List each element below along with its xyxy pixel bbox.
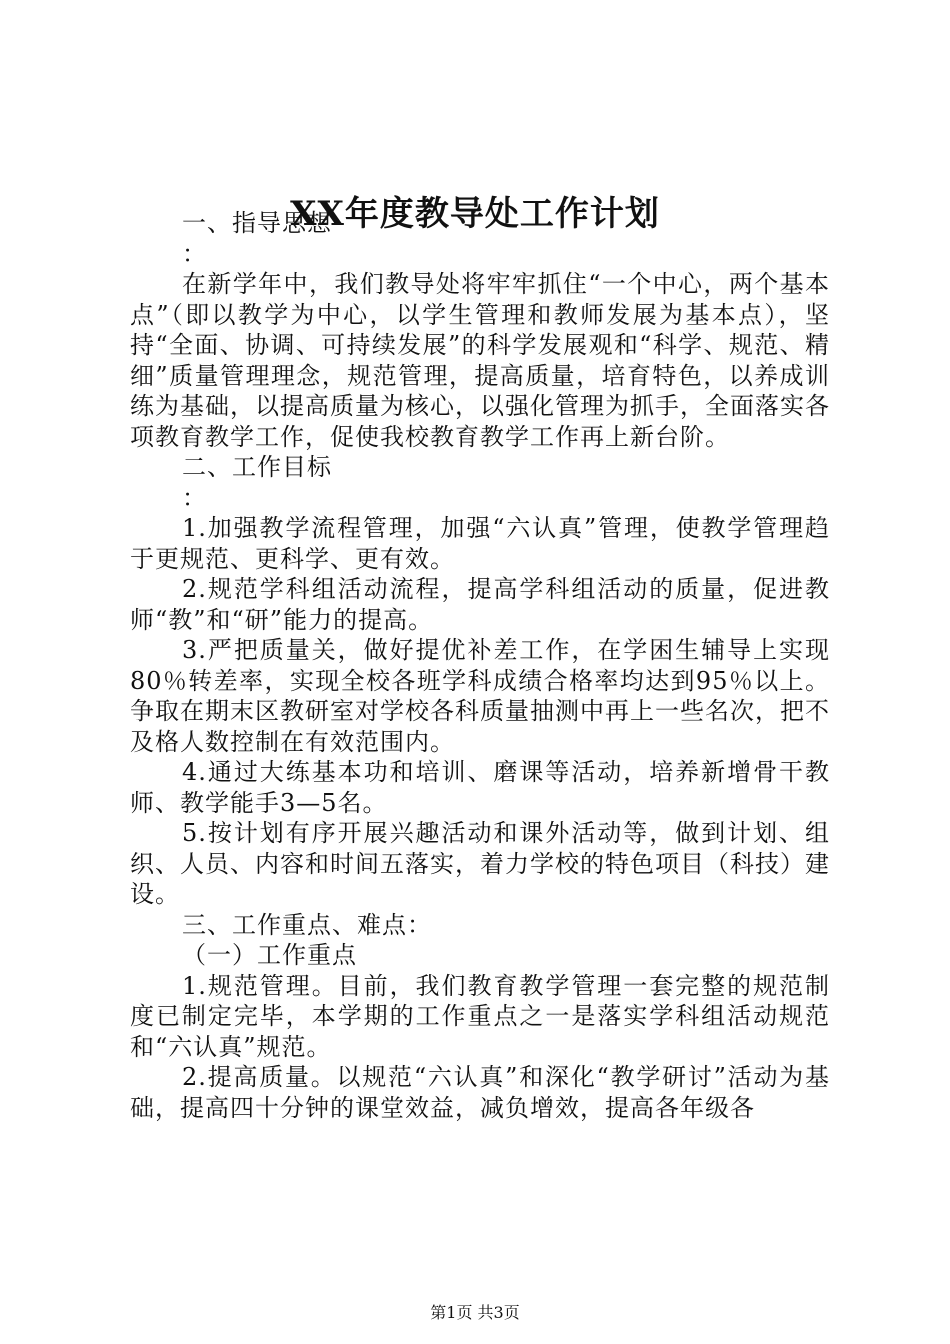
goal-item-2: 2.规范学科组活动流程，提高学科组活动的质量，促进教师“教”和“研”能力的提高。 (130, 575, 830, 634)
heading-work-goals: 二、工作目标 (182, 453, 332, 481)
page-footer: 第1页 共3页 (430, 1303, 520, 1322)
heading-key-points: 三、工作重点、难点： (182, 910, 432, 939)
focus-item-1: 1.规范管理。目前，我们教育教学管理一套完整的规范制度已制定完毕，本学期的工作重点之一是落实学科组活动规范和“六认真”规范。 (130, 971, 830, 1061)
goal-item-1: 1.加强教学流程管理，加强“六认真”管理，使教学管理趋于更规范、更科学、更有效。 (130, 514, 830, 573)
focus-item-2: 2.提高质量。以规范“六认真”和深化“教学研讨”活动为基础，提高四十分钟的课堂效益，减负增效，提高各年级各 (130, 1063, 830, 1122)
subheading-work-focus: （一）工作重点 (182, 941, 357, 969)
document-title: XX年度教导处工作计划 (290, 194, 660, 234)
heading-guiding-ideology: 一、指导思想 (182, 209, 332, 237)
paragraph-guiding-ideology: 在新学年中，我们教导处将牢牢抓住“一个中心，两个基本点”（即以教学为中心，以学生管理和教师发展为基本点），坚持“全面、协调、可持续发展”的科学发展观和“科学、规范、精细”质量管理理念，规范管理，提高质量，培育特色，以养成训练为基础，以提高质量为核心，以强化管理为抓手，全面落实各项教育教学工作，促使我校教育教学工作再上新台阶。 (130, 270, 830, 451)
colon-line: ： (182, 239, 207, 268)
colon-line: ： (182, 483, 207, 512)
document-body (130, 208, 830, 1123)
goal-item-5: 5.按计划有序开展兴趣活动和课外活动等，做到计划、组织、人员、内容和时间五落实，着力学校的特色项目（科技）建设。 (130, 819, 830, 908)
goal-item-3: 3.严把质量关，做好提优补差工作，在学困生辅导上实现80％转差率，实现全校各班学科成绩合格率均达到95％以上。争取在期末区教研室对学校各科质量抽测中再上一些名次，把不及格人数控制在有效范围内。 (130, 636, 830, 756)
goal-item-4: 4.通过大练基本功和培训、磨课等活动，培养新增骨干教师、教学能手3—5名。 (130, 758, 830, 817)
